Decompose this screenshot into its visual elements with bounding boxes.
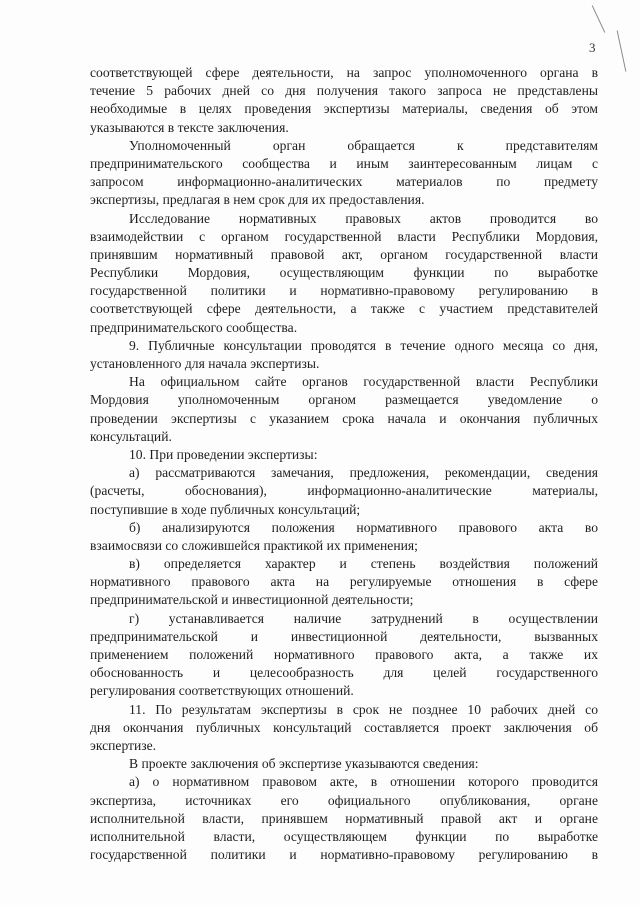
text-line: 9. Публичные консультации проводятся в течение одного месяца со дня,	[129, 337, 598, 353]
text-line: Мордовия уполномоченным органом размещается уведомление о	[90, 392, 598, 408]
scan-artifact-mark	[592, 5, 606, 33]
text-line: установленного для начала экспертизы.	[90, 356, 320, 371]
text-line: а) о нормативном правовом акте, в отношении которого проводится	[129, 774, 598, 790]
text-line: предпринимательской и инвестиционной деятельности, вызванных	[90, 628, 598, 644]
document-body	[90, 64, 598, 864]
text-line: г) устанавливается наличие затруднений в осуществлении	[129, 610, 598, 626]
text-line: принявшим нормативный правовой акт, органом государственной власти	[90, 246, 598, 262]
text-line: нормативного правового акта на регулируемые отношения в сфере	[90, 574, 598, 590]
page-number: 3	[589, 40, 596, 55]
text-line: предпринимательской и инвестиционной деятельности;	[90, 592, 414, 608]
text-line: регулирования соответствующих отношений.	[90, 683, 354, 699]
text-line: исполнительной власти, принявшем нормативный правой акт и органе	[90, 810, 598, 826]
text-line: экспертизе.	[90, 737, 157, 753]
text-line: 11. По результатам экспертизы в срок не позднее 10 рабочих дней со	[129, 701, 598, 717]
text-line: Исследование нормативных правовых актов проводится во	[129, 210, 598, 226]
text-line: взаимосвязи со сложившейся практикой их применения;	[90, 537, 418, 553]
text-line: исполнительной власти, осуществляющем функции по выработке	[90, 828, 598, 844]
text-line: экспертизы, предлагая в нем срок для их предоставления.	[90, 192, 425, 208]
text-line: обоснованность и целесообразность для целей государственного	[90, 665, 598, 681]
text-line: в) определяется характер и степень воздействия положений	[129, 556, 598, 572]
text-line: государственной политики и нормативно-правовому регулированию в	[90, 283, 598, 299]
text-line: дня окончания публичных консультаций составляется проект заключения об	[90, 719, 598, 735]
text-line: а) рассматриваются замечания, предложения, рекомендации, сведения	[129, 465, 598, 481]
text-line: указываются в тексте заключения.	[90, 119, 289, 135]
text-line: б) анализируются положения нормативного правового акта во	[129, 519, 598, 535]
text-line: государственной политики и нормативно-правовому регулированию в	[90, 847, 598, 863]
text-line: применением положений нормативного правового акта, а также их	[90, 647, 598, 662]
text-line: взаимодействии с органом государственной власти Республики Мордовия,	[90, 228, 598, 244]
text-line: консультаций.	[90, 428, 172, 444]
text-line: проведении экспертизы с указанием срока начала и окончания публичных	[90, 410, 598, 426]
scan-artifact-mark	[617, 30, 627, 71]
text-line: соответствующей сфере деятельности, а также с участием представителей	[90, 301, 598, 317]
text-line: запросом информационно-аналитических материалов по предмету	[90, 174, 598, 190]
text-line: соответствующей сфере деятельности, на запрос уполномоченного органа в	[90, 65, 598, 80]
text-line: (расчеты, обоснования), информационно-аналитические материалы,	[90, 483, 598, 499]
text-line: течение 5 рабочих дней со дня получения такого запроса не представлены	[90, 83, 598, 99]
text-line: предпринимательского сообщества и иным заинтересованным лицам с	[90, 155, 598, 171]
text-line: предпринимательского сообщества.	[90, 319, 298, 335]
text-line: Уполномоченный орган обращается к представителям	[129, 137, 598, 153]
text-line: Республики Мордовия, осуществляющим функции по выработке	[90, 265, 598, 281]
text-line: На официальном сайте органов государственной власти Республики	[129, 374, 598, 390]
text-line: экспертиза, источниках его официального опубликования, органе	[90, 792, 598, 808]
text-line: 10. При проведении экспертизы:	[129, 446, 318, 462]
text-line: В проекте заключения об экспертизе указываются сведения:	[129, 756, 479, 772]
text-line: необходимые в целях проведения экспертизы материалы, сведения об этом	[90, 101, 598, 117]
text-line: поступившие в ходе публичных консультаций;	[90, 501, 361, 517]
